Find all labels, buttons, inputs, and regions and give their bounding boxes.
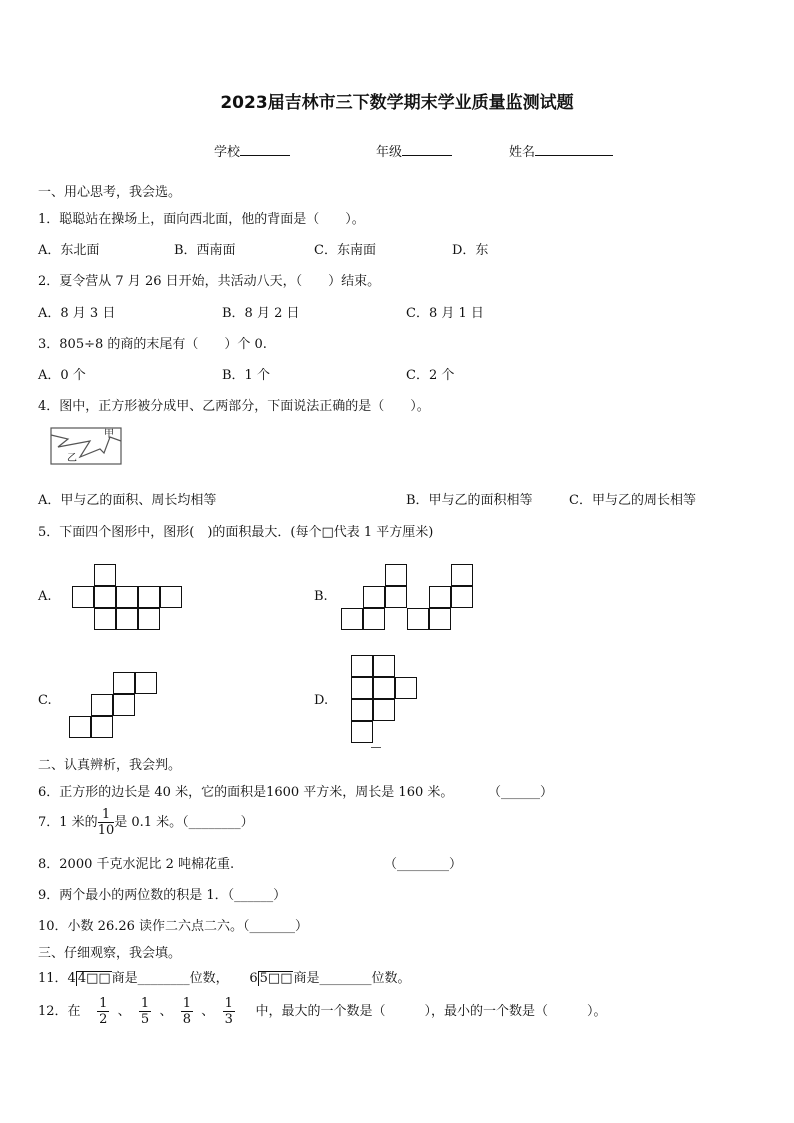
q12-f4-num: 1 (224, 996, 233, 1011)
grid-cell (451, 586, 473, 608)
grid-cell (451, 564, 473, 586)
q7-denominator: 10 (97, 823, 115, 838)
school-label: 学校 (214, 145, 241, 160)
grid-cell (429, 586, 451, 608)
q11-divisor-1: 4 (67, 971, 76, 986)
grid-cell (91, 694, 113, 716)
q4-square-figure (50, 427, 122, 465)
question-6-stem: 6．正方形的边长是 40 米，它的面积是1600 平方米，周长是 160 米。 (38, 785, 454, 800)
grid-cell (160, 586, 182, 608)
grid-cell (351, 699, 373, 721)
grid-cell (72, 586, 94, 608)
grid-cell (429, 608, 451, 630)
q4-yi-label: 乙 (67, 453, 77, 464)
q12-fraction-3 (181, 996, 193, 1027)
grade-blank[interactable] (402, 143, 452, 156)
q12-f1-num: 1 (99, 996, 108, 1011)
grid-cell (113, 672, 135, 694)
q1-option-b[interactable]: B．西南面 (174, 243, 236, 258)
q11-pre: 11． (38, 971, 68, 986)
q8-answer-blank[interactable]: （________） (384, 857, 463, 872)
grid-cell (116, 608, 138, 630)
q12-f2-den: 5 (140, 1012, 150, 1027)
q6-answer-blank[interactable]: （______） (488, 785, 554, 800)
grade-field (376, 141, 452, 160)
q12-f2-num: 1 (140, 996, 150, 1011)
q11-text-2[interactable]: 商是________位数。 (293, 971, 411, 986)
q5-label-d[interactable]: D. (314, 693, 329, 708)
grid-cell (373, 677, 395, 699)
grid-cell (113, 694, 135, 716)
q11-dividend-1: 4□□ (77, 971, 111, 986)
grid-cell (138, 608, 160, 630)
school-field (214, 141, 290, 160)
grid-cell (94, 586, 116, 608)
q11-text-1[interactable]: 商是________位数， (111, 971, 229, 986)
grid-cell (91, 716, 113, 738)
school-blank[interactable] (240, 143, 290, 156)
grid-cell (69, 716, 91, 738)
name-label: 姓名 (509, 145, 536, 160)
grid-cell (385, 564, 407, 586)
q7-fraction (98, 807, 115, 838)
q1-option-d[interactable]: D．东 (452, 243, 489, 258)
q5-label-c[interactable]: C. (38, 693, 52, 708)
q1-option-c[interactable]: C．东南面 (314, 243, 376, 258)
q12-sep-2: 、 (159, 1004, 173, 1019)
q1-option-a[interactable]: A．东北面 (38, 243, 100, 258)
q12-fraction-2 (139, 996, 151, 1027)
q12-pre: 12．在 (38, 1004, 81, 1019)
question-9-stem[interactable]: 9．两个最小的两位数的积是 1．（______） (38, 888, 287, 903)
grid-cell (395, 677, 417, 699)
q12-f3-den: 8 (182, 1012, 192, 1027)
grid-cell (94, 564, 116, 586)
q5-figure-b (341, 564, 475, 632)
q5-figure-d (351, 655, 419, 750)
q2-option-c[interactable]: C．8 月 1 日 (406, 306, 484, 321)
grid-cell (373, 699, 395, 721)
name-blank[interactable] (535, 143, 613, 156)
q12-sep-1: 、 (117, 1004, 131, 1019)
grid-cell (351, 677, 373, 699)
grid-cell (351, 655, 373, 677)
grid-cell (138, 586, 160, 608)
grid-cell (135, 672, 157, 694)
grid-cell (341, 608, 363, 630)
question-3-stem: 3．805÷8 的商的末尾有（ ）个 0. (38, 337, 267, 352)
q11-dividend-2: 5□□ (259, 971, 293, 986)
q3-option-a[interactable]: A．0 个 (38, 368, 86, 383)
q4-jia-label: 甲 (104, 429, 114, 440)
grid-cell (407, 608, 429, 630)
grid-cell (373, 655, 395, 677)
q12-fraction-1 (97, 996, 109, 1027)
q2-option-b[interactable]: B．8 月 2 日 (222, 306, 300, 321)
q12-f3-num: 1 (182, 996, 192, 1011)
q5-label-a[interactable]: A. (38, 589, 52, 604)
q7-post[interactable]: 是 0.1 米。（________） (114, 815, 254, 830)
q4-option-b[interactable]: B．甲与乙的面积相等 (406, 493, 533, 508)
grid-tick (371, 747, 381, 748)
q12-post[interactable]: 中，最大的一个数是（ ），最小的一个数是（ ）。 (255, 1004, 607, 1019)
page-title: 2023届吉林市三下数学期末学业质量监测试题 (220, 93, 574, 113)
q12-f1-den: 2 (99, 1012, 108, 1027)
q7-pre: 7．1 米的 (38, 815, 98, 830)
question-4-stem: 4．图中，正方形被分成甲、乙两部分，下面说法正确的是（ ）。 (38, 399, 430, 414)
section-heading-3: 三、仔细观察，我会填。 (38, 946, 182, 961)
grade-label: 年级 (376, 145, 403, 160)
grid-cell (363, 586, 385, 608)
q3-option-b[interactable]: B．1 个 (222, 368, 270, 383)
grid-cell (116, 586, 138, 608)
q7-numerator: 1 (98, 807, 115, 823)
q2-option-a[interactable]: A．8 月 3 日 (38, 306, 116, 321)
q12-fraction-4 (223, 996, 235, 1027)
q12-f4-den: 3 (224, 1012, 233, 1027)
q4-option-a[interactable]: A．甲与乙的面积、周长均相等 (38, 493, 217, 508)
question-8-stem: 8．2000 千克水泥比 2 吨棉花重. (38, 857, 235, 872)
q5-label-b[interactable]: B. (314, 589, 328, 604)
question-11 (38, 967, 411, 986)
q12-sep-3: 、 (201, 1004, 215, 1019)
q11-divisor-2: 6 (249, 971, 258, 986)
question-5-stem: 5．下面四个图形中，图形( )的面积最大．(每个□代表 1 平方厘米) (38, 525, 434, 540)
grid-cell (363, 608, 385, 630)
q4-option-c[interactable]: C．甲与乙的周长相等 (569, 493, 696, 508)
section-heading-1: 一、用心思考，我会选。 (38, 185, 182, 200)
question-2-stem: 2．夏令营从 7 月 26 日开始，共活动八天，（ ）结束。 (38, 274, 381, 289)
q3-option-c[interactable]: C．2 个 (406, 368, 455, 383)
name-field (509, 141, 613, 160)
grid-cell (351, 721, 373, 743)
question-12 (38, 994, 607, 1034)
grid-cell (385, 586, 407, 608)
question-10-stem[interactable]: 10．小数 26.26 读作二六点二六。（_______） (38, 919, 309, 934)
question-1-stem: 1．聪聪站在操场上，面向西北面，他的背面是（ ）。 (38, 212, 365, 227)
question-7 (38, 806, 254, 840)
section-heading-2: 二、认真辨析，我会判。 (38, 758, 182, 773)
q5-figure-c (69, 672, 159, 740)
q5-figure-a (72, 564, 184, 632)
grid-cell (94, 608, 116, 630)
